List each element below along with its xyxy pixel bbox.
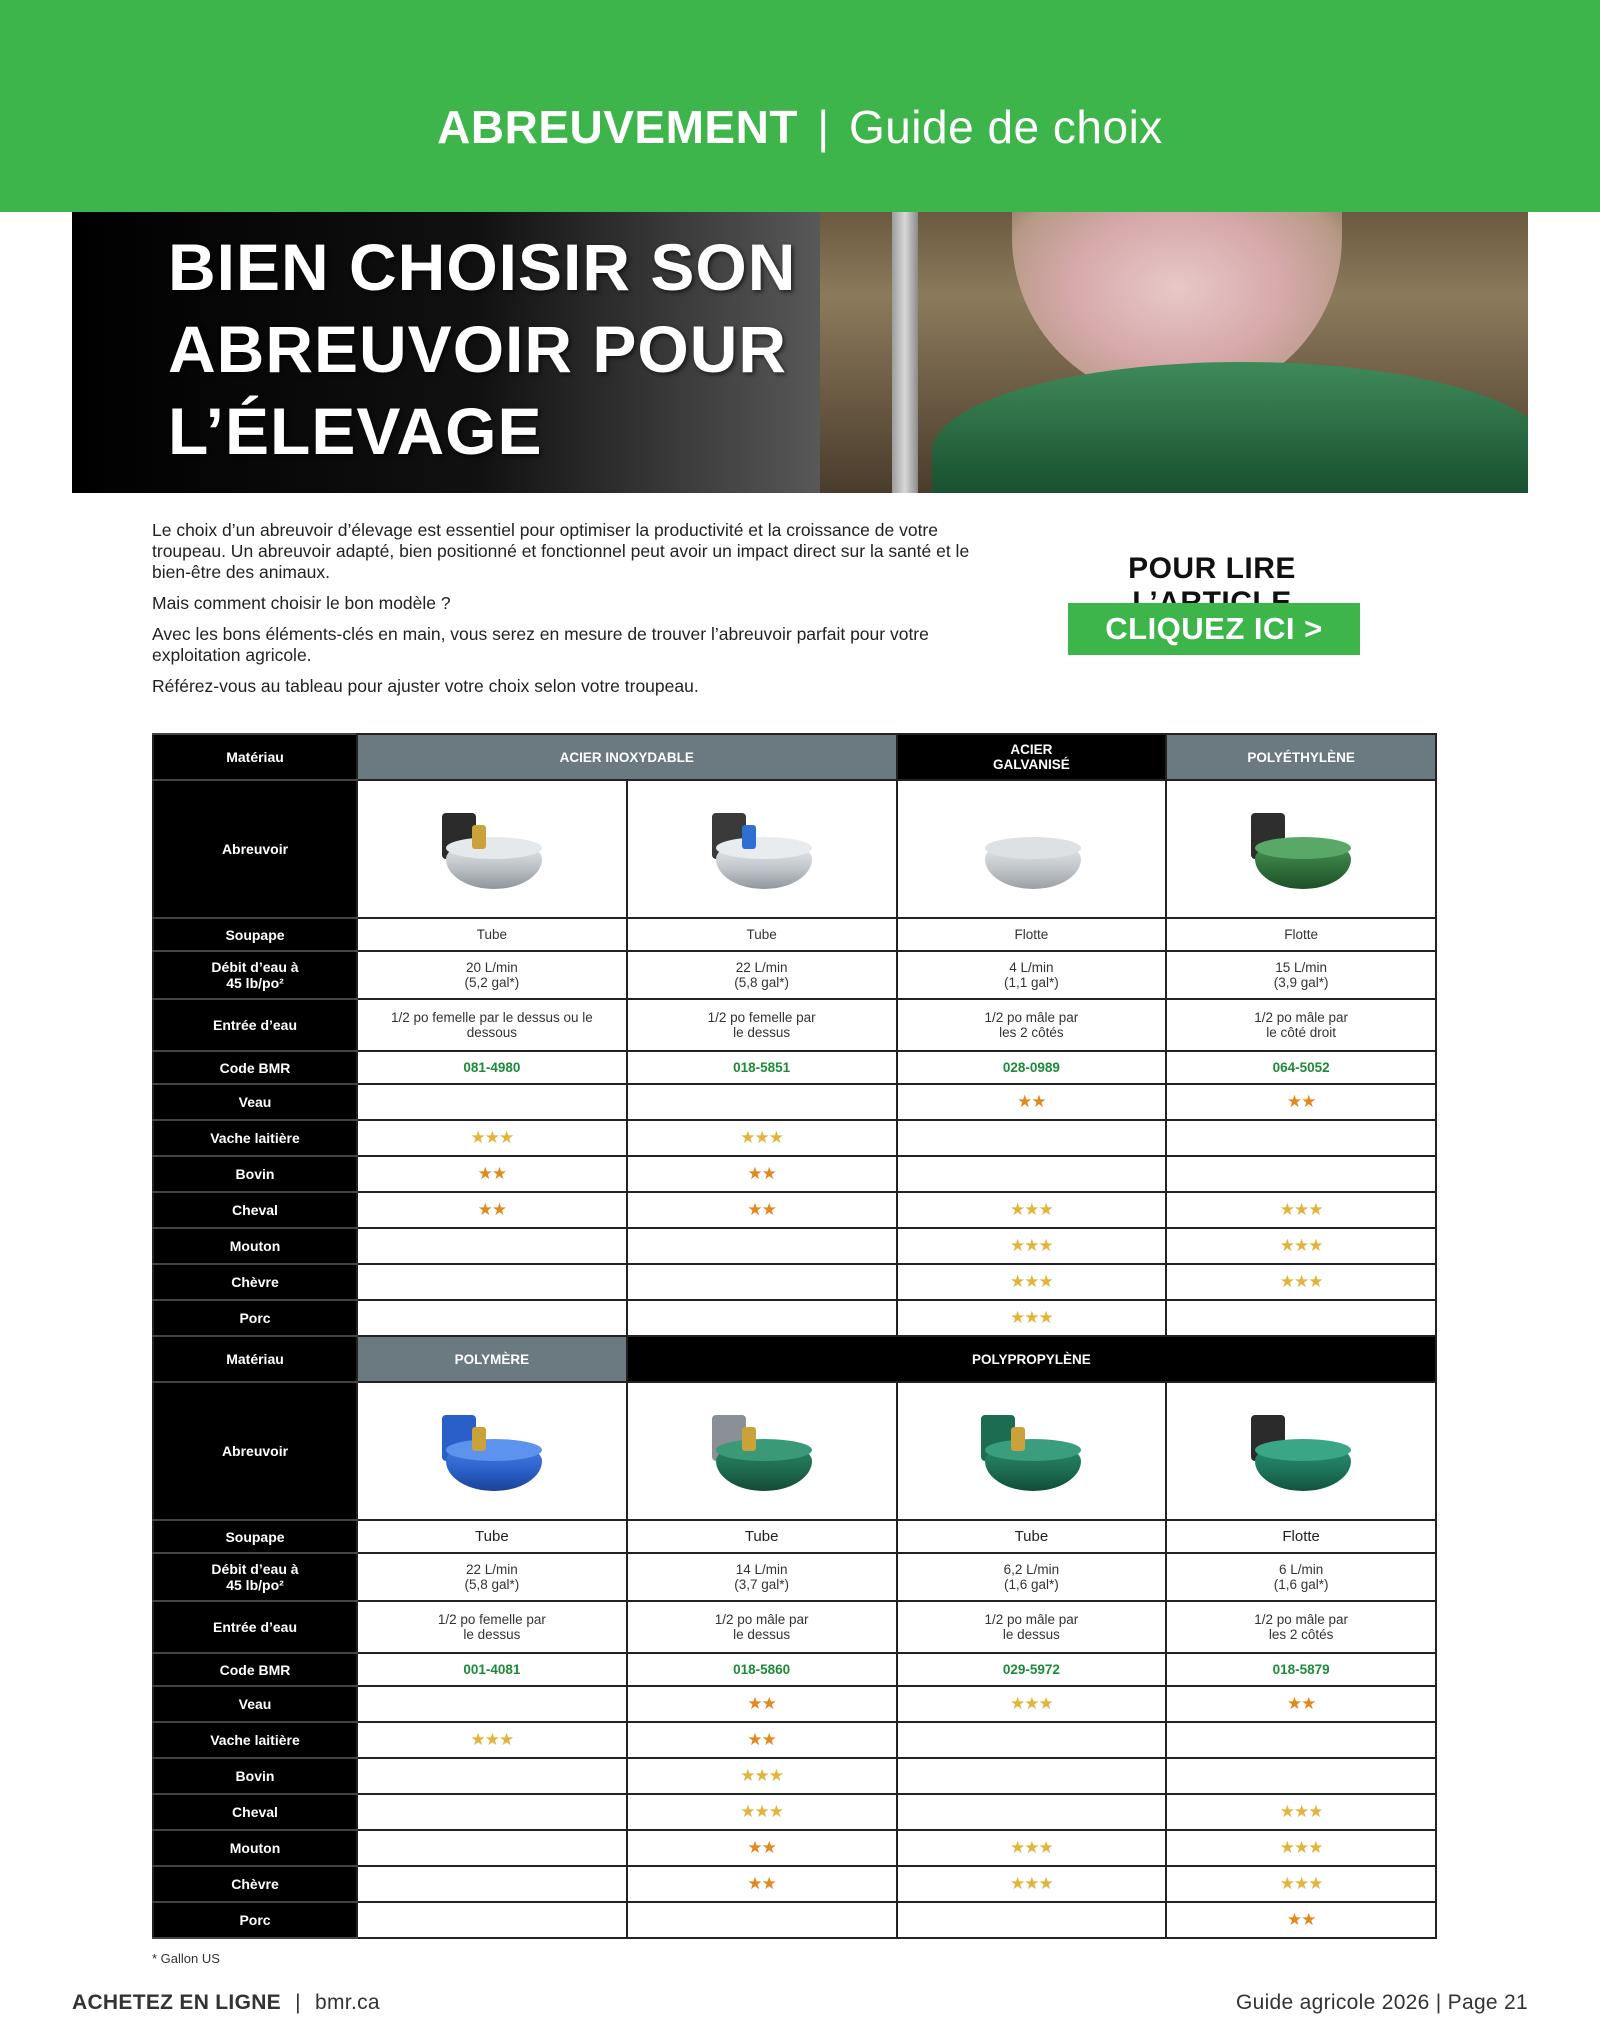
rating-veau xyxy=(1166,1084,1436,1120)
table-row xyxy=(153,1653,1436,1686)
star-rating-icon: ★★ xyxy=(747,1694,776,1713)
inlet-line2: les 2 côtés xyxy=(999,1025,1064,1040)
rating-mouton xyxy=(627,1228,897,1264)
table-row xyxy=(153,1553,1436,1601)
table-row xyxy=(153,1830,1436,1866)
water-inlet xyxy=(357,999,627,1051)
bowl-rim xyxy=(1255,837,1351,859)
star-rating-icon: ★★★ xyxy=(1279,1272,1323,1291)
star-rating-icon: ★★ xyxy=(1286,1092,1316,1111)
table-row xyxy=(153,1794,1436,1830)
row-label-flow-line2: 45 lb/po² xyxy=(226,1577,284,1593)
water-flow xyxy=(627,951,897,999)
table-row xyxy=(153,1192,1436,1228)
star-rating-icon: ★★ xyxy=(1286,1910,1316,1929)
rating-cheval xyxy=(627,1794,897,1830)
valve-type: Flotte xyxy=(897,918,1167,951)
footer-page-info: Guide agricole 2026 | Page 21 xyxy=(1235,1991,1528,2014)
star-rating-icon: ★★★ xyxy=(1279,1874,1323,1893)
water-flow xyxy=(357,951,627,999)
inlet-line1: 1/2 po femelle par xyxy=(437,1612,546,1627)
valve xyxy=(742,1427,756,1451)
row-label-mouton: Mouton xyxy=(153,1830,357,1866)
rating-bovin xyxy=(1166,1758,1436,1794)
star-rating-icon: ★★★ xyxy=(1279,1838,1323,1857)
rating-cheval xyxy=(357,1192,627,1228)
star-rating-icon: ★★ xyxy=(747,1838,776,1857)
product-image-cell xyxy=(357,780,627,918)
rating-bovin xyxy=(357,1758,627,1794)
flow-lpm: 20 L/min xyxy=(465,960,518,975)
row-label-code: Code BMR xyxy=(153,1051,357,1084)
valve-type: Flotte xyxy=(1166,1520,1436,1553)
table-row xyxy=(153,1336,1436,1382)
table-row xyxy=(153,1300,1436,1336)
product-image-cell xyxy=(357,1382,627,1520)
water-flow xyxy=(897,951,1167,999)
row-label-flow xyxy=(153,951,357,999)
bmr-code[interactable]: 081-4980 xyxy=(357,1051,627,1084)
rating-bovin xyxy=(1166,1156,1436,1192)
water-inlet xyxy=(627,999,897,1051)
footer-separator: | xyxy=(295,1991,301,2014)
water-flow xyxy=(627,1553,897,1601)
inlet-line2: dessous xyxy=(466,1025,518,1040)
row-label-cheval: Cheval xyxy=(153,1794,357,1830)
rating-mouton xyxy=(1166,1830,1436,1866)
star-rating-icon: ★★★ xyxy=(1010,1874,1053,1893)
material-galv-line1: ACIER xyxy=(1010,742,1053,757)
rating-bovin xyxy=(627,1758,897,1794)
rating-porc xyxy=(897,1902,1167,1938)
rating-porc xyxy=(627,1300,897,1336)
water-flow xyxy=(1166,951,1436,999)
row-label-material: Matériau xyxy=(153,1336,357,1382)
row-label-inlet: Entrée d’eau xyxy=(153,1601,357,1653)
rating-veau xyxy=(357,1686,627,1722)
table-row xyxy=(153,918,1436,951)
rating-cheval xyxy=(357,1794,627,1830)
row-label-vache-laitiere: Vache laitière xyxy=(153,1722,357,1758)
rating-porc xyxy=(357,1902,627,1938)
table-row xyxy=(153,1051,1436,1084)
rating-porc xyxy=(897,1300,1167,1336)
flow-lpm: 6,2 L/min xyxy=(1003,1562,1060,1577)
inlet-line2: le dessus xyxy=(1002,1627,1060,1642)
footer-shop-label: ACHETEZ EN LIGNE xyxy=(72,1991,281,2014)
material-galvanized-steel xyxy=(897,734,1167,780)
intro-paragraph-2: Mais comment choisir le bon modèle ? xyxy=(152,593,451,613)
flow-lpm: 6 L/min xyxy=(1279,1562,1324,1577)
valve-type: Tube xyxy=(357,1520,627,1553)
valve xyxy=(472,1427,486,1451)
row-label-chevre: Chèvre xyxy=(153,1866,357,1902)
product-image-cell xyxy=(1166,780,1436,918)
table-row xyxy=(153,1520,1436,1553)
rating-porc xyxy=(1166,1902,1436,1938)
star-rating-icon: ★★★ xyxy=(1279,1236,1323,1255)
intro-paragraph-3: Avec les bons éléments-clés en main, vous serez en mesure de trouver l’abreuvoir parfait pour votre exploitation agricole. xyxy=(152,624,929,665)
row-label-flow-line1: Débit d’eau à xyxy=(211,1561,299,1577)
row-label-chevre: Chèvre xyxy=(153,1264,357,1300)
star-rating-icon: ★★ xyxy=(747,1730,776,1749)
row-label-cheval: Cheval xyxy=(153,1192,357,1228)
valve-type: Tube xyxy=(357,918,627,951)
row-label-valve: Soupape xyxy=(153,918,357,951)
flow-lpm: 14 L/min xyxy=(735,1562,788,1577)
star-rating-icon: ★★★ xyxy=(1010,1200,1053,1219)
valve xyxy=(742,825,756,849)
page-header-title xyxy=(0,100,1600,154)
inlet-line1: 1/2 po mâle par xyxy=(1254,1010,1349,1025)
flow-gal: (3,9 gal*) xyxy=(1273,975,1329,990)
row-label-flow-line1: Débit d’eau à xyxy=(211,959,299,975)
row-label-flow xyxy=(153,1553,357,1601)
valve-type: Tube xyxy=(627,1520,897,1553)
star-rating-icon: ★★ xyxy=(1017,1092,1046,1111)
table-row xyxy=(153,1382,1436,1520)
blue-polymer-bowl-icon xyxy=(432,1401,552,1501)
rating-bovin xyxy=(897,1156,1167,1192)
rating-veau xyxy=(1166,1686,1436,1722)
inlet-line2: les 2 côtés xyxy=(1268,1627,1334,1642)
galvanized-float-bowl-icon xyxy=(971,799,1091,899)
row-label-veau: Veau xyxy=(153,1686,357,1722)
rating-chevre xyxy=(627,1264,897,1300)
valve-type: Flotte xyxy=(1166,918,1436,951)
rating-bovin xyxy=(627,1156,897,1192)
valve xyxy=(1281,825,1295,849)
flow-lpm: 22 L/min xyxy=(735,960,788,975)
product-image-cell xyxy=(897,1382,1167,1520)
table-row xyxy=(153,999,1436,1051)
bmr-code[interactable]: 029-5972 xyxy=(897,1653,1167,1686)
bowl-rim xyxy=(985,837,1081,859)
hero-title-line-2: ABREUVOIR POUR xyxy=(168,312,788,386)
water-inlet xyxy=(1166,999,1436,1051)
table-row xyxy=(153,1156,1436,1192)
star-rating-icon: ★★★ xyxy=(1279,1200,1323,1219)
row-label-porc: Porc xyxy=(153,1902,357,1938)
rating-vache-laitiere xyxy=(1166,1722,1436,1758)
header-subtitle: Guide de choix xyxy=(848,101,1163,153)
table-row xyxy=(153,1120,1436,1156)
bmr-code[interactable]: 018-5879 xyxy=(1166,1653,1436,1686)
bowl-rim xyxy=(716,1439,812,1461)
table-row xyxy=(153,1866,1436,1902)
valve xyxy=(1011,1427,1025,1451)
flow-gal: (5,8 gal*) xyxy=(734,975,790,990)
inlet-line2: le côté droit xyxy=(1266,1025,1337,1040)
rating-vache-laitiere xyxy=(627,1120,897,1156)
hero-banner xyxy=(72,212,1528,493)
hero-title xyxy=(168,226,796,472)
rating-veau xyxy=(627,1686,897,1722)
star-rating-icon: ★★★ xyxy=(470,1128,514,1147)
star-rating-icon: ★★★ xyxy=(1279,1802,1323,1821)
material-polyethylene: POLYÉTHYLÈNE xyxy=(1166,734,1436,780)
product-image-cell xyxy=(1166,1382,1436,1520)
row-label-bovin: Bovin xyxy=(153,1758,357,1794)
row-label-drinker: Abreuvoir xyxy=(153,780,357,918)
valve-type: Tube xyxy=(627,918,897,951)
star-rating-icon: ★★★ xyxy=(740,1802,783,1821)
intro-paragraph-4: Référez-vous au tableau pour ajuster votre choix selon votre troupeau. xyxy=(152,676,699,696)
flow-gal: (3,7 gal*) xyxy=(734,1577,790,1592)
bowl-rim xyxy=(985,1439,1081,1461)
star-rating-icon: ★★ xyxy=(477,1200,507,1219)
row-label-material: Matériau xyxy=(153,734,357,780)
product-image-cell xyxy=(627,780,897,918)
valve-type: Tube xyxy=(897,1520,1167,1553)
material-galv-line2: GALVANISÉ xyxy=(993,757,1070,772)
green-bowl-brass-valve-icon xyxy=(971,1401,1091,1501)
star-rating-icon: ★★ xyxy=(477,1164,507,1183)
table-row xyxy=(153,1686,1436,1722)
bmr-code[interactable]: 028-0989 xyxy=(897,1051,1167,1084)
rating-vache-laitiere xyxy=(357,1120,627,1156)
water-inlet xyxy=(357,1601,627,1653)
table-row xyxy=(153,951,1436,999)
inlet-line1: 1/2 po femelle par le dessus ou le xyxy=(390,1010,593,1025)
footnote: * Gallon US xyxy=(152,1951,220,1966)
bowl-rim xyxy=(446,837,542,859)
rating-porc xyxy=(627,1902,897,1938)
hero-title-line-3: L’ÉLEVAGE xyxy=(168,394,543,468)
drinker-selection-table xyxy=(152,733,1437,1939)
rating-mouton xyxy=(897,1228,1167,1264)
top-banner xyxy=(0,0,1600,212)
bowl-rim xyxy=(716,837,812,859)
inlet-line1: 1/2 po mâle par xyxy=(984,1010,1079,1025)
rating-chevre xyxy=(897,1866,1167,1902)
rating-veau xyxy=(357,1084,627,1120)
star-rating-icon: ★★★ xyxy=(740,1128,783,1147)
table-row xyxy=(153,1228,1436,1264)
rating-cheval xyxy=(897,1192,1167,1228)
valve xyxy=(1281,1427,1295,1451)
table-row xyxy=(153,1601,1436,1653)
star-rating-icon: ★★ xyxy=(747,1200,776,1219)
rating-vache-laitiere xyxy=(1166,1120,1436,1156)
rating-mouton xyxy=(357,1830,627,1866)
footer-shop-online xyxy=(72,1991,380,2015)
table-row xyxy=(153,1902,1436,1938)
water-inlet xyxy=(1166,1601,1436,1653)
header-separator: | xyxy=(817,101,830,153)
product-image-cell xyxy=(627,1382,897,1520)
star-rating-icon: ★★ xyxy=(747,1874,776,1893)
bmr-code[interactable]: 064-5052 xyxy=(1166,1051,1436,1084)
rating-vache-laitiere xyxy=(897,1120,1167,1156)
flow-gal: (1,6 gal*) xyxy=(1004,1577,1059,1592)
row-label-flow-line2: 45 lb/po² xyxy=(226,975,284,991)
flow-gal: (1,6 gal*) xyxy=(1273,1577,1329,1592)
flow-gal: (5,2 gal*) xyxy=(464,975,520,990)
bmr-code[interactable]: 018-5860 xyxy=(627,1653,897,1686)
star-rating-icon: ★★★ xyxy=(1010,1838,1053,1857)
row-label-code: Code BMR xyxy=(153,1653,357,1686)
bowl-rim xyxy=(446,1439,542,1461)
rating-chevre xyxy=(1166,1866,1436,1902)
rating-chevre xyxy=(357,1866,627,1902)
green-float-bowl-icon xyxy=(1241,1401,1361,1501)
material-polypropylene: POLYPROPYLÈNE xyxy=(627,1336,1436,1382)
intro-paragraph-1: Le choix d’un abreuvoir d’élevage est essentiel pour optimiser la productivité et la croissance de votre troupeau. Un abreuvoir adapté, bien positionné et fonctionnel peut avoir un impact direct sur la santé et le bien-être des animaux. xyxy=(152,520,970,582)
rating-porc xyxy=(357,1300,627,1336)
inlet-line2: le dessus xyxy=(733,1627,791,1642)
bmr-code[interactable]: 001-4081 xyxy=(357,1653,627,1686)
green-bowl-with-pipe-icon xyxy=(702,1401,822,1501)
row-label-inlet: Entrée d’eau xyxy=(153,999,357,1051)
product-image-cell xyxy=(897,780,1167,918)
table-row xyxy=(153,1264,1436,1300)
rating-vache-laitiere xyxy=(897,1722,1167,1758)
rating-mouton xyxy=(1166,1228,1436,1264)
read-article-label: POUR LIRE xyxy=(1128,552,1296,585)
bowl-rim xyxy=(1255,1439,1351,1461)
inlet-line2: le dessus xyxy=(463,1627,521,1642)
rating-chevre xyxy=(897,1264,1167,1300)
rating-cheval xyxy=(627,1192,897,1228)
water-flow xyxy=(1166,1553,1436,1601)
star-rating-icon: ★★ xyxy=(747,1164,776,1183)
water-flow xyxy=(357,1553,627,1601)
footer-website-link[interactable]: bmr.ca xyxy=(315,1991,380,2014)
valve xyxy=(472,825,486,849)
flow-lpm: 4 L/min xyxy=(1009,960,1054,975)
valve xyxy=(1011,825,1025,849)
rating-vache-laitiere xyxy=(357,1722,627,1758)
rating-veau xyxy=(897,1686,1167,1722)
rating-cheval xyxy=(897,1794,1167,1830)
rating-mouton xyxy=(897,1830,1167,1866)
hero-title-line-1: BIEN CHOISIR SON xyxy=(168,230,797,304)
row-label-valve: Soupape xyxy=(153,1520,357,1553)
rating-mouton xyxy=(627,1830,897,1866)
water-flow xyxy=(897,1553,1167,1601)
rating-bovin xyxy=(357,1156,627,1192)
inlet-line1: 1/2 po femelle par xyxy=(707,1010,816,1025)
stainless-bowl-with-bracket-icon xyxy=(432,799,552,899)
star-rating-icon: ★★★ xyxy=(1010,1272,1053,1291)
row-label-vache-laitiere: Vache laitière xyxy=(153,1120,357,1156)
rating-porc xyxy=(1166,1300,1436,1336)
rating-chevre xyxy=(1166,1264,1436,1300)
table-row xyxy=(153,1722,1436,1758)
star-rating-icon: ★★ xyxy=(1286,1694,1316,1713)
stainless-bowl-blue-valve-icon xyxy=(702,799,822,899)
rating-cheval xyxy=(1166,1794,1436,1830)
inlet-line1: 1/2 po mâle par xyxy=(984,1612,1079,1627)
header-category: ABREUVEMENT xyxy=(437,101,798,153)
material-stainless-steel: ACIER INOXYDABLE xyxy=(357,734,897,780)
flow-gal: (1,1 gal*) xyxy=(1004,975,1059,990)
inlet-line2: le dessus xyxy=(733,1025,791,1040)
table-row xyxy=(153,1758,1436,1794)
table-row xyxy=(153,734,1436,780)
table-row xyxy=(153,780,1436,918)
rating-veau xyxy=(627,1084,897,1120)
material-polymer: POLYMÈRE xyxy=(357,1336,627,1382)
water-inlet xyxy=(627,1601,897,1653)
row-label-veau: Veau xyxy=(153,1084,357,1120)
rating-chevre xyxy=(357,1264,627,1300)
water-inlet xyxy=(897,999,1167,1051)
rating-vache-laitiere xyxy=(627,1722,897,1758)
star-rating-icon: ★★★ xyxy=(470,1730,514,1749)
row-label-drinker: Abreuvoir xyxy=(153,1382,357,1520)
green-polyethylene-bowl-icon xyxy=(1241,799,1361,899)
inlet-line1: 1/2 po mâle par xyxy=(1254,1612,1349,1627)
rating-mouton xyxy=(357,1228,627,1264)
row-label-porc: Porc xyxy=(153,1300,357,1336)
row-label-bovin: Bovin xyxy=(153,1156,357,1192)
rating-bovin xyxy=(897,1758,1167,1794)
rating-cheval xyxy=(1166,1192,1436,1228)
water-inlet xyxy=(897,1601,1167,1653)
metal-post-graphic xyxy=(892,212,918,493)
click-here-button[interactable]: CLIQUEZ ICI > xyxy=(1068,603,1360,655)
table-row xyxy=(153,1084,1436,1120)
row-label-mouton: Mouton xyxy=(153,1228,357,1264)
flow-lpm: 22 L/min xyxy=(465,1562,518,1577)
star-rating-icon: ★★★ xyxy=(1010,1308,1053,1327)
star-rating-icon: ★★★ xyxy=(740,1766,783,1785)
flow-gal: (5,8 gal*) xyxy=(464,1577,520,1592)
rating-veau xyxy=(897,1084,1167,1120)
bmr-code[interactable]: 018-5851 xyxy=(627,1051,897,1084)
inlet-line1: 1/2 po mâle par xyxy=(714,1612,809,1627)
star-rating-icon: ★★★ xyxy=(1010,1236,1053,1255)
flow-lpm: 15 L/min xyxy=(1275,960,1328,975)
rating-chevre xyxy=(627,1866,897,1902)
intro-text xyxy=(152,520,1002,707)
star-rating-icon: ★★★ xyxy=(1010,1694,1053,1713)
